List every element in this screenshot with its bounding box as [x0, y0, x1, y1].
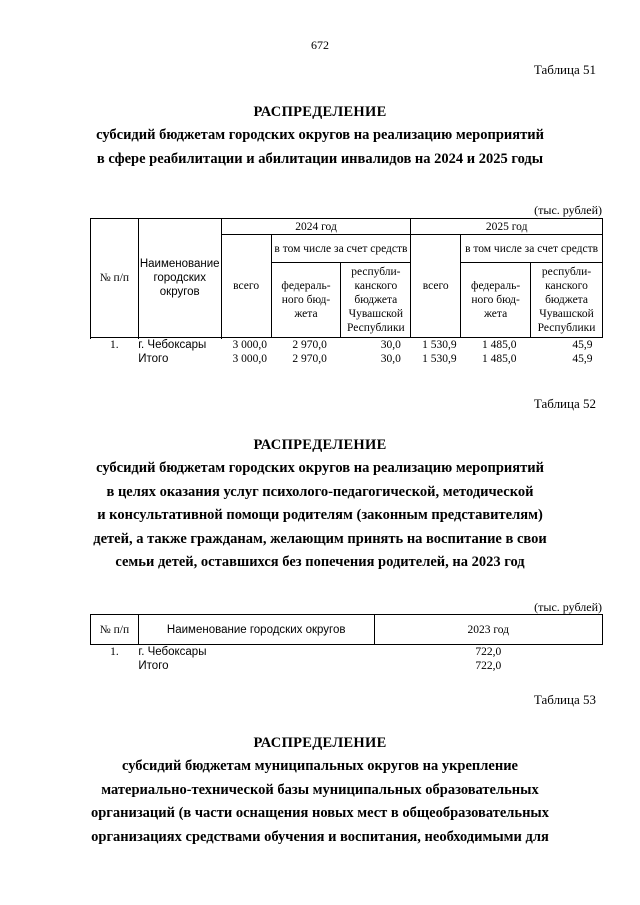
title-line: и консультативной помощи родителям (законным представителям)	[97, 507, 543, 523]
table-52-title	[40, 457, 600, 575]
incl-2025-header: в том числе за счет средств	[461, 235, 603, 263]
col-name-header: Наименование городских округов	[138, 219, 221, 338]
republic-2024-header: республи-канского бюджета Чувашской Республики	[341, 263, 411, 338]
table-51-title	[40, 124, 600, 171]
row-federal-2024: 2 970,0	[292, 338, 327, 351]
table-53-title	[40, 755, 600, 849]
row-total-2025: 1 530,9	[422, 339, 457, 351]
table-51	[90, 218, 603, 366]
col-name-header: Наименование городских округов	[138, 615, 374, 645]
title-line: субсидий бюджетам городских округов на реализацию мероприятий	[96, 127, 544, 143]
row-republic-2024: 30,0	[380, 353, 401, 365]
row-no: 1.	[110, 646, 119, 658]
table-row	[91, 338, 603, 353]
row-total-2024: 3 000,0	[232, 339, 268, 351]
row-value: 722,0	[475, 660, 502, 672]
page-number: 672	[311, 38, 329, 52]
row-name: г. Чебоксары	[138, 646, 207, 658]
col-year-header: 2023 год	[374, 615, 603, 645]
title-line: организациях средствами обучения и воспитания, необходимыми для	[91, 828, 549, 845]
title-line: субсидий бюджетам муниципальных округов на укрепление	[122, 758, 518, 774]
table-52-label: Таблица 52	[533, 396, 596, 411]
row-republic-2025: 45,9	[572, 338, 593, 351]
table-row	[91, 352, 603, 366]
row-republic-2025: 45,9	[572, 353, 593, 365]
table-52-heading: РАСПРЕДЕЛЕНИЕ	[253, 437, 387, 453]
table-row	[91, 645, 603, 660]
total-2025-header: всего	[411, 235, 461, 338]
col-no-header: № п/п	[91, 219, 139, 338]
title-line: материально-технической базы муниципальных образовательных	[101, 781, 539, 798]
year-2024-header: 2024 год	[221, 219, 411, 235]
table-51-heading: РАСПРЕДЕЛЕНИЕ	[253, 104, 387, 120]
table-52-units: (тыс. рублей)	[534, 600, 602, 614]
row-no: 1.	[110, 339, 119, 351]
title-line: в сфере реабилитации и абилитации инвалидов на 2024 и 2025 годы	[96, 150, 544, 167]
title-line: в целях оказания услуг психолого-педагогической, методической	[106, 483, 534, 500]
row-federal-2025: 1 485,0	[482, 353, 517, 365]
title-line: организаций (в части оснащения новых мест в общеобразовательных	[90, 805, 550, 821]
table-52	[90, 614, 603, 673]
row-no	[91, 352, 139, 366]
row-value: 722,0	[475, 646, 502, 658]
row-name: Итого	[138, 660, 169, 672]
title-line: семьи детей, оставшихся без попечения родителей, на 2023 год	[115, 554, 525, 570]
row-name: Итого	[138, 353, 169, 365]
federal-2024-header: федераль-ного бюд-жета	[271, 263, 341, 338]
title-line: субсидий бюджетам городских округов на реализацию мероприятий	[96, 460, 544, 476]
row-no	[91, 659, 139, 673]
row-federal-2024: 2 970,0	[292, 353, 327, 365]
table-51-label: Таблица 51	[533, 62, 596, 77]
row-total-2025: 1 530,9	[422, 353, 457, 365]
republic-2025-header: республи-канского бюджета Чувашской Республики	[531, 263, 603, 338]
title-line: детей, а также гражданам, желающим принять на воспитание в свои	[93, 530, 547, 547]
table-51-units: (тыс. рублей)	[534, 203, 602, 217]
incl-2024-header: в том числе за счет средств	[271, 235, 411, 263]
total-2024-header: всего	[221, 235, 271, 338]
year-2025-header: 2025 год	[411, 219, 603, 235]
federal-2025-header: федераль-ного бюд-жета	[461, 263, 531, 338]
row-total-2024: 3 000,0	[232, 353, 268, 365]
row-name: г. Чебоксары	[138, 339, 207, 351]
table-row	[91, 659, 603, 673]
table-53-heading: РАСПРЕДЕЛЕНИЕ	[253, 735, 387, 751]
row-federal-2025: 1 485,0	[482, 338, 517, 351]
row-republic-2024: 30,0	[380, 338, 401, 351]
col-no-header: № п/п	[91, 615, 139, 645]
table-53-label: Таблица 53	[533, 692, 596, 707]
